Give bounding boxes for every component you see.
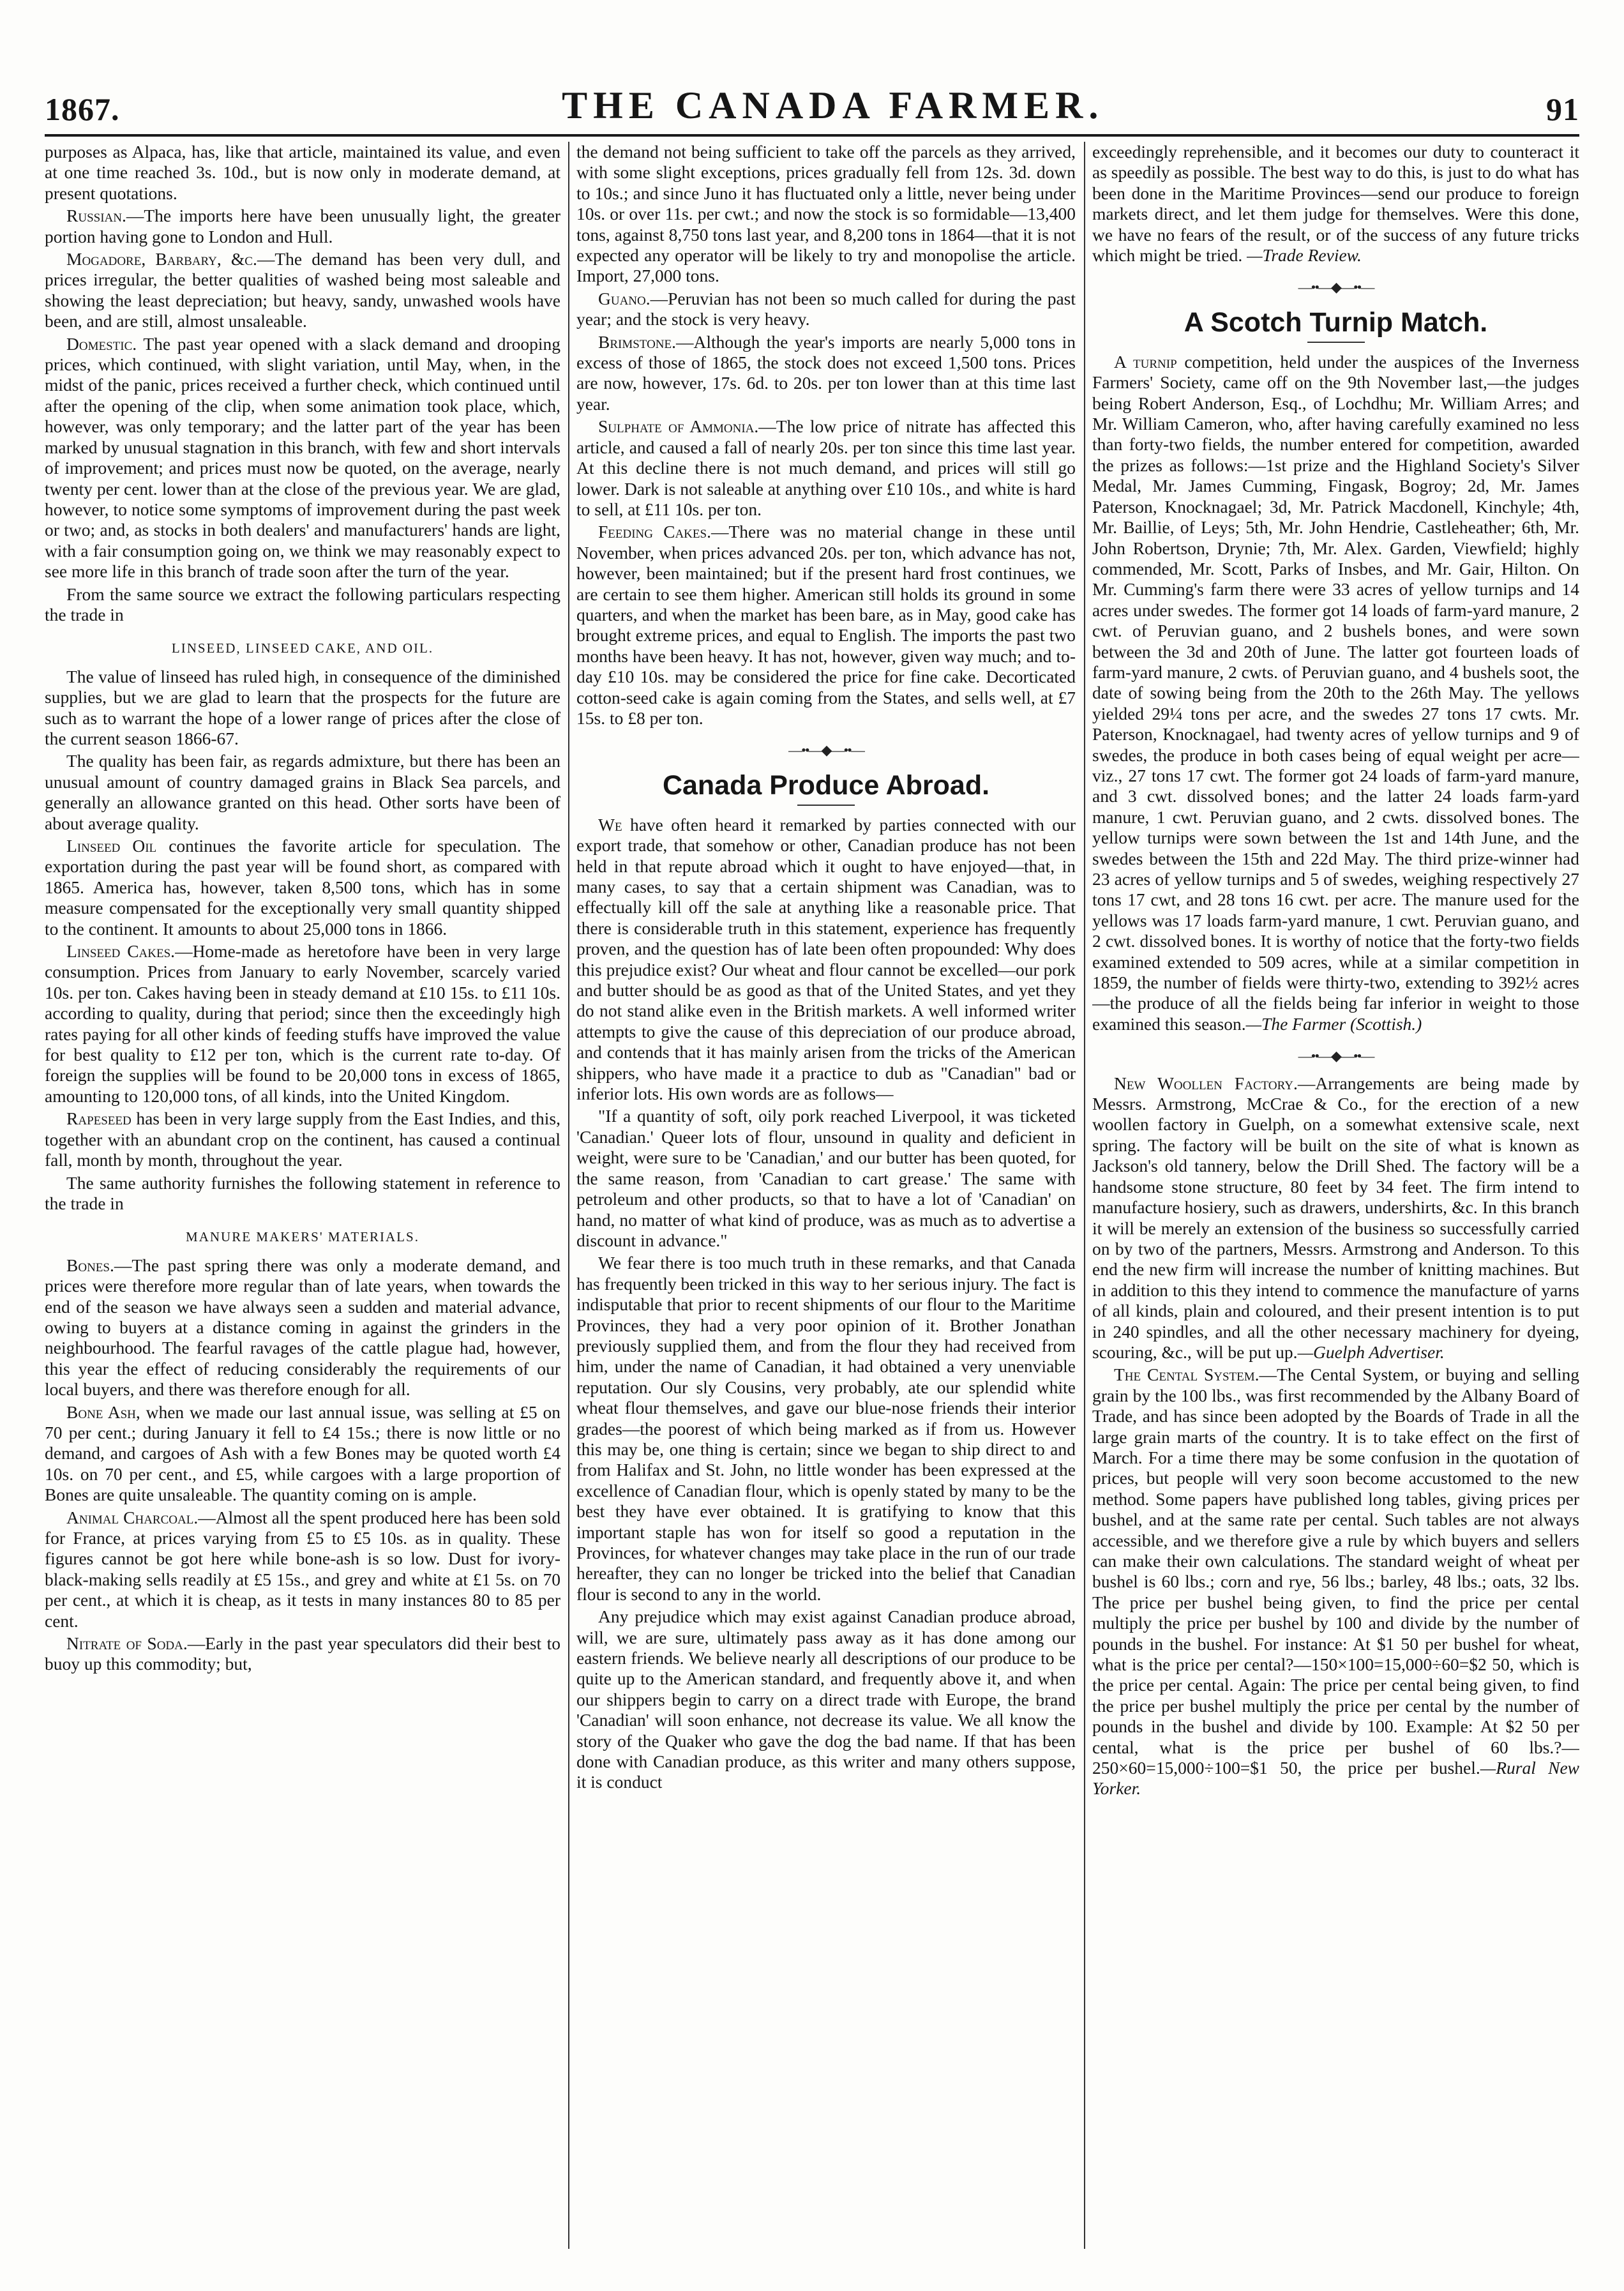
paragraph: The same authority furnishes the following statement in reference to the trade in xyxy=(45,1172,560,1213)
paragraph-text: continues the favorite article for speculation. The exportation during the past year will be found short, as compared with 1865. America has, however, taken 8,500 tons, which has in some measure compensated for the exceptionally very small quantity shipped to the continent. It amounts to about 25,000 tons in 1866. xyxy=(45,836,560,939)
paragraph-text: The past year opened with a slack demand and drooping prices, which continued, with slight variation, until May, when, in the midst of the panic, prices received a further check, which continued until after the opening of the clip, when some animation took place, which, however, was only temporary; and the latter part of the year has been marked by unusual stagnation in this branch, with few and short intervals of improvement; and prices must now be quoted, on the average, nearly twenty per cent. lower than at the close of the previous year. We are glad, however, to notice some symptoms of improvement during the past week or two; and, as stocks in both dealers' and manufacturers' hands are light, with a fair consumption going on, we think we may reasonably expect to see more life in this branch of trade soon after the turn of the year. xyxy=(45,333,560,582)
quotation: "If a quantity of soft, oily pork reached Liverpool, it was ticketed 'Canadian.' Queer lots of flour, unsound in quality and deficient in weight, were sure to be 'Canadian,' and our butter has been quoted, for the same reason, from 'Canadian to cart grease.' The same with petroleum and other products, so that to have a lot of 'Canadian' on hand, no matter of what kind of produce, was as much as to advertise a discount in advance." xyxy=(576,1106,1076,1250)
header-rule xyxy=(45,134,1579,137)
paragraph xyxy=(1092,142,1579,266)
paragraph-sulphate xyxy=(576,416,1076,520)
paragraph-mogadore xyxy=(45,249,560,332)
paragraph-woollen-factory xyxy=(1092,1073,1579,1363)
article-paragraph xyxy=(576,815,1076,1105)
paragraph-text: —The low price of nitrate has affected this article, and caused a fall of nearly 20s. per ton since this time last year. At this decline there is not much demand, and prices will still go lower. Dark is not saleable at anything over £10 10s., and white is hard to sell, at £11 10s. per ton. xyxy=(576,416,1076,519)
column-1 xyxy=(45,142,560,2262)
ornamental-separator: —••—◆—••— xyxy=(788,742,864,759)
run-in-head: Domestic. xyxy=(66,333,137,354)
article-paragraph: We fear there is too much truth in these remarks, and that Canada has frequently been tricked in this way to her serious injury. The fact is indisputable that prior to recent shipments of our flour to the Maritime Provinces, they had a very poor opinion of it. Brother Jonathan previously supplied them, and from the flour they had received from him, under the name of Canadian, it had obtained a very unenviable reputation. Our sly Cousins, very probably, ate our splendid white wheat flour themselves, and gave our blue-nose friends their interior grades—the poorest of which being marked as if from us. However this may be, one thing is certain; since we began to ship direct to and from Halifax and St. John, no little wonder has been expressed at the excellence of Canadian flour, which is openly stated by many to be the best they have ever obtained. It is gratifying to know that this important staple has won for itself so good a reputation in the Provinces, for whatever changes may take place in the run of our trade hereafter, they can no longer be tricked into the belief that Canadian flour is second to any in the world. xyxy=(576,1253,1076,1604)
paragraph-text: competition, held under the auspices of the Inverness Farmers' Society, came off on the 9th November last,—the judges being Robert Anderson, Esq., of Lochdhu; Mr. William Arres; and Mr. William Cameron, who, after having carefully examined no less than forty-two fields, the number entered for competition, awarded the prizes as follows:—1st prize and the Highland Society's Silver Medal, Mr. James Cumming, Fingask, Bogroy; 2d, Mr. James Paterson, Knocknagael; 3d, Mr. Patrick Macdonell, Kinchyle; 4th, Mr. Baillie, of Leys; 5th, Mr. John Hendrie, Castleheather; 6th, Mr. John Robertson, Drynie; 7th, Mr. Alex. Garden, Viewfield; highly commended, Mr. Scott, Parks of Insbes, and Mr. Gair, Hilton. On Mr. Cumming's farm there were 33 acres of yellow turnips and 14 acres under swedes. The former got 14 loads of farm-yard manure, 2 cwt. of Peruvian guano, and 2 bushels bones, and were sown between the 3d and 20th of June. The latter got fourteen loads of farm-yard manure, 2 cwts. of Peruvian guano, and 4 bushels soot, the date of sowing being from the 20th to the 26th May. The yellows yielded 29¼ tons per acre, and the swedes 27 tons 17 cwts. Mr. Paterson, Knocknagael, had twenty acres of yellow turnips and 9 of swedes, the produce in both cases being of equal weight per acre—viz., 27 tons 17 cwt. The former got 24 loads of farm-yard manure, and 3 cwt. dissolved bones; and the latter 24 loads farm-yard manure, 1 cwt. Peruvian guano, and 2 cwts. dissolved bones. The yellow turnips were sown between the 1st and 14th June, and the swedes between the 15th and 22d May. The third prize-winner had 23 acres of yellow turnips and 5 of swedes, weighing respectively 27 tons 17 cwt, and 28 tons 16 cwt. per acre. The manure used for the yellows was 17 loads farm-yard manure, 1 cwt. Peruvian guano, and 2 cwt. dissolved bones. It is worthy of notice that the forty-two fields examined extended to 509 acres, while at a similar competition in 1859, the number of fields were thirty-two, extending to 392½ acres—the produce of all the fields being far inferior in weight to those examined this season. xyxy=(1092,351,1579,1034)
paragraph: the demand not being sufficient to take off the parcels as they arrived, with some slight exceptions, prices gradually fell from 12s. 3d. down to 10s.; and since Juno it has fluctuated only a little, never being under 10s. or over 11s. per cwt.; and now the stock is so formidable—13,400 tons, against 8,750 tons last year, and 8,200 tons in 1864—that it is not expected any operator will be likely to try and monopolise the article. Import, 27,000 tons. xyxy=(576,142,1076,286)
page-header xyxy=(45,70,1579,128)
paragraph: purposes as Alpaca, has, like that article, maintained its value, and even at one time reached 3s. 10d., but is now only in moderate demand, at present quotations. xyxy=(45,142,560,203)
run-in-head: Bones. xyxy=(66,1255,114,1275)
run-in-head: New Woollen Factory. xyxy=(1114,1073,1298,1093)
paragraph: The value of linseed has ruled high, in consequence of the diminished supplies, but we are glad to learn that the prospects for the future are such as to warrant the hope of a lower range of prices after the close of the current season 1866-67. xyxy=(45,666,560,748)
paragraph-text: when we made our last annual issue, was selling at £5 on 70 per cent.; during January it fell to £4 15s.; there is now little or no demand, and cargoes of Ash with a few Bones may be quoted worth £4 10s. on 70 per cent., and £5, while cargoes with a large proportion of Bones are quite unsaleable. The quantity coming on is ample. xyxy=(45,1402,560,1505)
paragraph-text: —The imports here have been unusually light, the greater portion having gone to London and Hull. xyxy=(45,206,560,246)
paragraph-text: —Home-made as heretofore have been in very large consumption. Prices from January to early November, scarcely varied 10s. per ton. Cakes having been in steady demand at £10 15s. to £11 10s. according to quality, during that period; since then the exceedingly high rates paying for all other kinds of feeding stuffs have improved the value for best quality to £12 per ton, which is the current rate to-day. Of foreign the supplies will be found to be 20,000 tons in excess of 1865, amounting to 120,000 tons, of all kinds, into the United Kingdom. xyxy=(45,941,560,1106)
source-credit: —Trade Review. xyxy=(1247,245,1362,266)
column-divider xyxy=(568,142,569,2249)
paragraph-cental-system xyxy=(1092,1365,1579,1799)
paragraph-text: —The Cental System, or buying and selling grain by the 100 lbs., was first recommended by the Albany Board of Trade, and has since been adopted by the Boards of Trade in all the large grain marts of the country. It is to take effect on the first of March. For a time there may be some confusion in the quotation of prices, but people will very soon become accustomed to the new method. Some papers have published long tables, giving prices per bushel, and at the same rate per cental. Such tables are not always accessible, and we therefore give a rule by which buyers and sellers can make their own calculations. The standard weight of wheat per bushel is 60 lbs.; corn and rye, 56 lbs.; barley, 48 lbs.; oats, 32 lbs. The price per bushel being given, to find the price per cental multiply the price per bushel by 100 and divide by the number of pounds in the bushel. For instance: At $1 50 per bushel for wheat, what is the price per cental?—150×100=15,000÷60=$2 50, which is the price per cental. Again: The price per cental being given, to find the price per bushel multiply the price per cental by the number of pounds in the bushel and divide by 100. Example: At $2 50 per cental, what is the price per bushel of 60 lbs.?—250×60=15,000÷100=$1 50, the price per bushel. xyxy=(1092,1365,1579,1778)
run-in-head: Nitrate of Soda. xyxy=(66,1633,188,1654)
drop-word: We xyxy=(598,814,622,835)
title-rule xyxy=(797,805,855,806)
article-title: Canada Produce Abroad. xyxy=(662,769,990,801)
paragraph-linseed-oil xyxy=(45,836,560,939)
paragraph-text: —There was no material change in these until November, when prices advanced 20s. per ton, which advance has not, however, been maintained; but if the present hard frost continues, we are certain to see them higher. American still holds its ground in some quarters, and when the market has been bare, as in May, good cake has brought extreme prices, and equal to English. The imports the past two months have been heavy. It has not, however, given way much; and to-day £10 10s. may be considered the price for fine cake. Decorticated cotton-seed cake is again coming from the States, and sells well, at £7 15s. to £8 per ton. xyxy=(576,522,1076,728)
paragraph-text: —The demand has been very dull, and prices irregular, the better qualities of washed being most saleable and showing the least depreciation; but heavy, sandy, unwashed wools have been, and are still, almost unsaleable. xyxy=(45,249,560,331)
paragraph-text: —The past spring there was only a moderate demand, and prices were therefore more regular than of late years, when towards the end of the season we have always seen a sudden and material advance, owing to buyers at a distance coming in against the grinders in the neighbourhood. The fearful ravages of the cattle plague had, however, this year the effect of reducing considerably the requirements of our local buyers, and there was therefore enough for all. xyxy=(45,1255,560,1400)
ornamental-separator: —••—◆—••— xyxy=(1298,1048,1374,1064)
drop-word: A turnip xyxy=(1114,351,1177,372)
paragraph-feeding-cakes xyxy=(576,522,1076,729)
run-in-head: Mogadore, Barbary, &c. xyxy=(66,249,257,269)
section-subhead: LINSEED, LINSEED CAKE, AND OIL. xyxy=(171,640,434,656)
paragraph-text: —Although the year's imports are nearly 5,000 tons in excess of those of 1865, the stock does not exceed 1,500 tons. Prices are now, however, 17s. 6d. to 20s. per ton lower than at this time last year. xyxy=(576,331,1076,414)
run-in-head: Animal Charcoal. xyxy=(66,1507,199,1527)
paragraph-text: —Almost all the spent produced here has been sold for France, at prices varying from £5 to £5 10s. as in quality. These figures cannot be got here while bone-ash is so low. Dust for ivory-black-making sells readily at £5 15s., and grey and white at £1 5s. on 70 per cent., at which it is cheap, as it tests in many instances 80 to 85 per cent. xyxy=(45,1507,560,1631)
run-in-head: Feeding Cakes. xyxy=(598,522,711,542)
paragraph-text: —Early in the past year speculators did their best to buoy up this commodity; but, xyxy=(45,1633,560,1674)
paragraph-text: has been in very large supply from the East Indies, and this, together with an abundant crop on the continent, has caused a continual fall, month by month, throughout the year. xyxy=(45,1108,560,1170)
paragraph-animal-charcoal xyxy=(45,1508,560,1631)
paragraph-text: exceedingly reprehensible, and it becomes our duty to counteract it as speedily as possible. The best way to do this, is just to do what has been done in the Maritime Provinces—send our produce to foreign markets direct, and let them judge for themselves. Were this done, we have no fears of the result, or of the success of any future tricks which might be tried. xyxy=(1092,142,1579,266)
page-number: 91 xyxy=(1546,91,1579,127)
source-credit: —Guelph Advertiser. xyxy=(1297,1342,1445,1362)
paragraph-linseed-cakes xyxy=(45,941,560,1107)
paragraph-guano xyxy=(576,289,1076,330)
masthead-title: THE CANADA FARMER. xyxy=(562,84,1104,126)
article-paragraph: Any prejudice which may exist against Canadian produce abroad, will, we are sure, ultimately pass away as it has done among our eastern friends. We believe nearly all descriptions of our produce to be quite up to the American standard, and frequently above it, and when our shippers begin to carry on a direct trade with Europe, the brand 'Canadian' will soon enhance, not decrease its value. We all know the story of the Quaker who gave the dog the bad name. If that has been done with Canadian produce, as this writer and many others suppose, it is conduct xyxy=(576,1607,1076,1792)
run-in-head: Guano. xyxy=(598,288,650,308)
run-in-head: Linseed Cakes. xyxy=(66,941,176,962)
run-in-head: Russian. xyxy=(66,206,126,226)
run-in-head: The Cental System. xyxy=(1114,1365,1259,1385)
ornamental-separator: —••—◆—••— xyxy=(1298,279,1374,296)
run-in-head: Bone Ash, xyxy=(66,1402,140,1422)
paragraph: The quality has been fair, as regards admixture, but there has been an unusual amount of country damaged grains in Black Sea parcels, and generally an allowance granted on this head. Other sorts have been of about average quality. xyxy=(45,751,560,833)
column-3 xyxy=(1092,142,1579,2262)
section-subhead: MANURE MAKERS' MATERIALS. xyxy=(186,1229,419,1245)
paragraph: From the same source we extract the following particulars respecting the trade in xyxy=(45,584,560,624)
run-in-head: Sulphate of Ammonia. xyxy=(598,416,759,437)
column-2 xyxy=(576,142,1076,2262)
column-divider xyxy=(1084,142,1085,2249)
source-credit: —The Farmer (Scottish.) xyxy=(1245,1013,1422,1034)
paragraph-brimstone xyxy=(576,332,1076,415)
run-in-head: Brimstone. xyxy=(598,331,676,352)
paragraph-text: have often heard it remarked by parties connected with our export trade, that somehow or other, Canadian produce has not been held in that repute abroad which it ought to have enjoyed—that, in many cases, to say that a certain shipment was Canadian, was to effectually kill off the sale at anything like a reasonable price. That there is considerable truth in this statement, experience has frequently proven, and the question has of late been often propounded: Why does this prejudice exist? Our wheat and flour cannot be excelled—our pork and butter should be as good as that of the United States, and yet they do not stand alike even in the British markets. A well informed writer attempts to give the cause of this depreciation of our produce abroad, and contends that it has mainly arisen from the tricks of the American shippers, who have made it a practice to dub as "Canadian" bad or inferior lots. His own words are as follows— xyxy=(576,814,1076,1104)
title-rule xyxy=(1307,342,1365,343)
paragraph-text: —Peruvian has not been so much called for during the past year; and the stock is very heavy. xyxy=(576,288,1076,329)
article-title: A Scotch Turnip Match. xyxy=(1184,306,1488,338)
paragraph-bone-ash xyxy=(45,1402,560,1506)
paragraph-text: —Arrangements are being made by Messrs. Armstrong, McCrae & Co., for the erection of a new woollen factory in Guelph, on a somewhat extensive scale, next spring. The factory will be built on the site of what is known as Jackson's old tannery, below the Drill Shed. The factory will be a handsome stone structure, 80 feet by 34 feet. The firm intend to manufacture hosiery, such as drawers, undershirts, &c. In this branch it will be merely an extension of the business so successfully carried on by two of the partners, Messrs. Armstrong and Anderson. To this end the new firm will increase the number of knitting machines. But in addition to this they intend to commence the manufacture of yarns of all kinds, plain and coloured, and their present intention is to put in 240 spindles, and all the other necessary machinery for dyeing, scouring, &c., will be put up. xyxy=(1092,1073,1579,1362)
source-credit: —Rural New Yorker. xyxy=(1092,1758,1579,1799)
paragraph-bones xyxy=(45,1255,560,1400)
run-in-head: Rapeseed xyxy=(66,1108,132,1129)
paragraph-nitrate xyxy=(45,1633,560,1675)
paragraph-russian xyxy=(45,206,560,247)
header-year: 1867. xyxy=(45,91,120,127)
article-paragraph xyxy=(1092,352,1579,1034)
paragraph-rapeseed xyxy=(45,1108,560,1170)
paragraph-domestic xyxy=(45,334,560,582)
run-in-head: Linseed Oil xyxy=(66,836,157,856)
